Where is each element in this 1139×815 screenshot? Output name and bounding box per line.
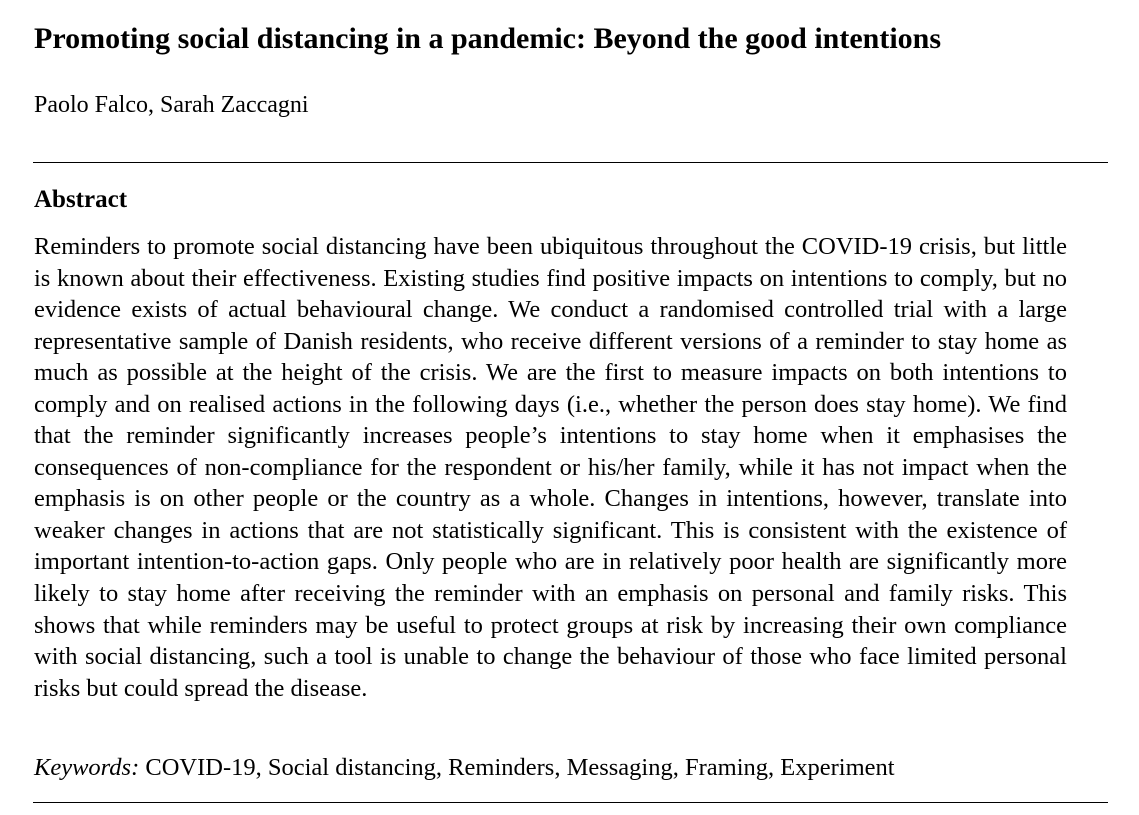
keywords-list: COVID-19, Social distancing, Reminders, Messaging, Framing, Experiment xyxy=(145,754,895,781)
keywords-label: Keywords: xyxy=(34,754,140,781)
paper-title: Promoting social distancing in a pandemic: Beyond the good intentions xyxy=(34,22,942,55)
bottom-divider xyxy=(33,802,1108,803)
abstract-body: Reminders to promote social distancing have been ubiquitous throughout the COVID-19 crisis, but little is known about their effectiveness. Existing studies find positive impacts on intentions to comply, but no evidence exists of actual behavioural change. We conduct a randomised controlled trial with a large representative sample of Danish residents, who receive different versions of a reminder to stay home as much as possible at the height of the crisis. We are the first to measure impacts on both intentions to comply and on realised actions in the following days (i.e., whether the person does stay home). We find that the reminder significantly increases people’s intentions to stay home when it emphasises the consequences of non-compliance for the respondent or his/her family, while it has not impact when the emphasis is on other people or the country as a whole. Changes in intentions, however, translate into weaker changes in actions that are not statistically significant. This is consistent with the existence of important intention-to-action gaps. Only people who are in relatively poor health are significantly more likely to stay home after receiving the reminder with an emphasis on personal and family risks. This shows that while reminders may be useful to protect groups at risk by increasing their own compliance with social distancing, such a tool is unable to change the behaviour of those who face limited personal risks but could spread the disease. xyxy=(34,233,1067,702)
abstract-heading: Abstract xyxy=(34,186,128,213)
keywords-line xyxy=(34,752,895,784)
paper-authors: Paolo Falco, Sarah Zaccagni xyxy=(34,92,309,118)
top-divider xyxy=(33,162,1108,163)
